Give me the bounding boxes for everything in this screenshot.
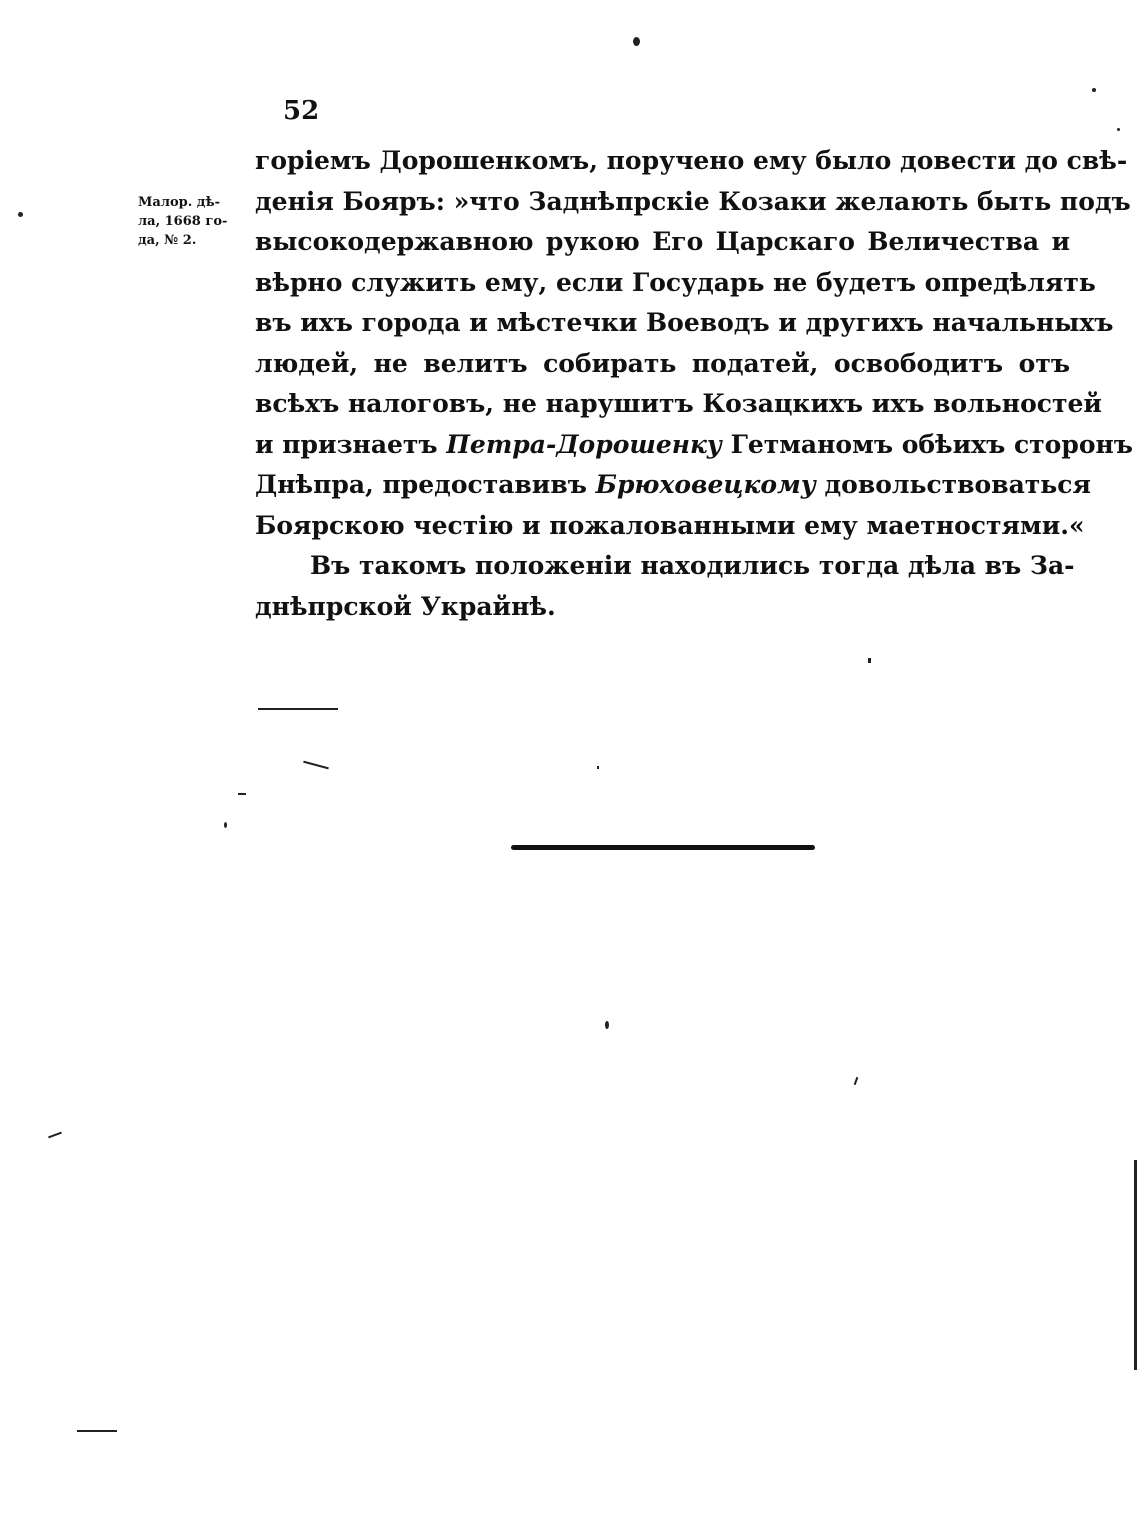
text-line: днѣпрской Украйнѣ. bbox=[255, 591, 556, 621]
margin-note bbox=[138, 193, 242, 250]
scan-speck bbox=[633, 37, 640, 46]
scan-speck bbox=[77, 1430, 117, 1432]
text-line: горіемъ Дорошенкомъ, поручено ему было довести до свѣ- bbox=[255, 146, 1128, 175]
text-line bbox=[255, 465, 1091, 506]
text-line bbox=[255, 425, 1133, 466]
scan-speck bbox=[1117, 128, 1120, 131]
scan-speck bbox=[18, 212, 23, 217]
text-line: денія Бояръ: »что Заднѣпрскіе Козаки желають быть подъ bbox=[255, 186, 1131, 216]
scan-speck bbox=[597, 766, 599, 769]
scan-speck bbox=[303, 761, 329, 770]
text-line: вѣрно служить ему, если Государь не будетъ опредѣлять bbox=[255, 267, 1096, 297]
margin-note-line: Малор. дѣ- bbox=[138, 195, 220, 210]
scan-speck bbox=[258, 708, 338, 710]
scan-speck bbox=[224, 822, 227, 828]
text-line: въ ихъ города и мѣстечки Воеводъ и другихъ начальныхъ bbox=[255, 308, 1114, 337]
italic-name: Петра-Дорошенку bbox=[446, 429, 722, 459]
scan-speck bbox=[1092, 88, 1096, 92]
italic-name: Брюховецкому bbox=[595, 470, 816, 499]
page-number: 52 bbox=[283, 96, 320, 126]
margin-note-line: ла, 1668 го- bbox=[138, 214, 228, 229]
text-fragment: довольствоваться bbox=[815, 470, 1091, 499]
body-text bbox=[255, 141, 1133, 627]
scan-speck bbox=[238, 793, 246, 795]
text-line: Въ такомъ положеніи находились тогда дѣла въ За- bbox=[310, 551, 1075, 580]
scan-speck bbox=[1134, 1160, 1137, 1370]
text-line: всѣхъ налоговъ, не нарушитъ Козацкихъ ихъ вольностей bbox=[255, 389, 1102, 418]
scan-speck bbox=[605, 1021, 609, 1029]
text-line: людей, не велитъ собирать податей, освободитъ отъ bbox=[255, 348, 1070, 378]
text-fragment: Днѣпра, предоставивъ bbox=[255, 470, 596, 499]
text-line: Боярскою честію и пожалованными ему маетностями.« bbox=[255, 510, 1085, 540]
scan-speck bbox=[868, 658, 871, 663]
chapter-end-rule bbox=[511, 845, 815, 850]
text-fragment: и признаетъ bbox=[255, 429, 447, 459]
scan-speck bbox=[48, 1132, 62, 1139]
scan-speck bbox=[854, 1077, 859, 1085]
text-fragment: Гетманомъ обѣихъ сторонъ bbox=[721, 429, 1133, 459]
text-line: высокодержавною рукою Его Царскаго Величества и bbox=[255, 227, 1070, 256]
margin-note-line: да, № 2. bbox=[138, 233, 197, 248]
